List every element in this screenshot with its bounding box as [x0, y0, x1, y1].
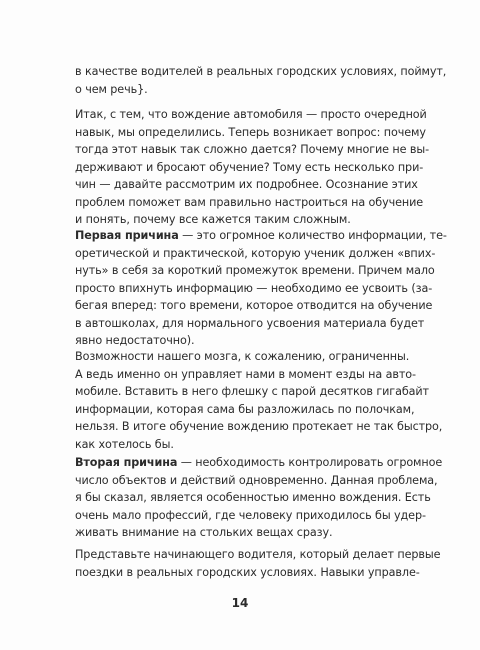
text-line [75, 456, 443, 470]
text-line [75, 65, 447, 79]
text-line [75, 143, 430, 157]
text-line [75, 83, 148, 97]
line-text: число объектов и действий одновременно. Данная проблема, [75, 473, 438, 487]
text-line [75, 566, 420, 580]
text-line [75, 299, 433, 313]
line-text: поездки в реальных городских условиях. Навыки управле- [75, 565, 420, 579]
line-text: Возможности нашего мозга, к сожалению, ограниченны. [75, 350, 410, 363]
text-line [75, 264, 435, 278]
text-line [75, 195, 424, 210]
text-line [75, 438, 174, 452]
line-text: как хотелось бы. [75, 437, 174, 451]
line-text: мобиле. Вставить в него флешку с парой десятков гигабайт [75, 385, 429, 398]
line-text: А ведь именно он управляет нами в момент езды на авто- [75, 367, 416, 381]
line-text: навык, мы определились. Теперь возникает вопрос: почему [75, 125, 426, 139]
text-line [75, 316, 425, 331]
bold-lead-phrase: Вторая причина [75, 456, 178, 469]
text-line [75, 334, 195, 348]
line-text: оретической и практической, которую ученик должен «впих- [75, 246, 436, 260]
line-text: в качестве водителей в реальных городских условиях, поймут, [75, 65, 447, 78]
text-line [75, 350, 410, 364]
text-line [75, 402, 415, 417]
line-text: Представьте начинающего водителя, который делает первые [75, 548, 441, 561]
line-text: нуть» в себя за короткий промежуток времени. Причем мало [75, 264, 435, 277]
line-text: тогда этот навык так сложно дается? Почему многие не вы- [75, 143, 430, 156]
bold-lead-phrase: Первая причина [75, 229, 179, 242]
line-text: живать внимание на стольких вещах сразу. [75, 526, 333, 539]
text-line [75, 108, 427, 122]
line-text: чин — давайте рассмотрим их подробнее. Осознание этих [75, 178, 418, 191]
line-text: очень мало профессий, где человеку приходилось бы удер- [75, 508, 426, 522]
line-text: я бы сказал, является особенностью именно вождения. Есть [75, 491, 431, 504]
text-line [75, 367, 416, 382]
text-line [75, 178, 418, 192]
line-text: проблем поможет вам правильно настроиться на обучение [75, 195, 424, 209]
line-text: и понять, почему все кажется таким сложным. [75, 213, 351, 226]
text-line [75, 229, 447, 243]
line-text: в автошколах, для нормального усвоения материала будет [75, 316, 425, 330]
line-text: просто впихнуть информацию — необходимо ее усвоить (за- [75, 281, 433, 295]
line-text: информации, которая сама бы разложилась по полочкам, [75, 402, 415, 416]
text-line [75, 213, 351, 227]
page-number: 14 [231, 596, 249, 610]
text-line [75, 473, 438, 488]
text-line [75, 246, 436, 261]
line-text: нельзя. В итоге обучение вождению протекает не так быстро, [75, 420, 443, 433]
text-line [75, 548, 441, 562]
text-line [75, 160, 424, 175]
line-text: Итак, с тем, что вождение автомобиля — просто очередной [75, 108, 427, 121]
line-text: о чем речь}. [75, 82, 148, 96]
text-line [75, 385, 429, 399]
line-text: — это огромное количество информации, те- [178, 229, 447, 242]
text-line [75, 491, 431, 505]
line-text: явно недостаточно). [75, 334, 195, 347]
line-text: держивают и бросают обучение? Тому есть несколько при- [75, 160, 424, 174]
text-line [75, 420, 443, 434]
line-text: — необходимость контролировать огромное [177, 456, 443, 469]
text-line [75, 125, 426, 140]
line-text: бегая вперед: того времени, которое отводится на обучение [75, 299, 433, 312]
text-line [75, 508, 426, 523]
text-line [75, 526, 332, 540]
text-line [75, 281, 433, 296]
